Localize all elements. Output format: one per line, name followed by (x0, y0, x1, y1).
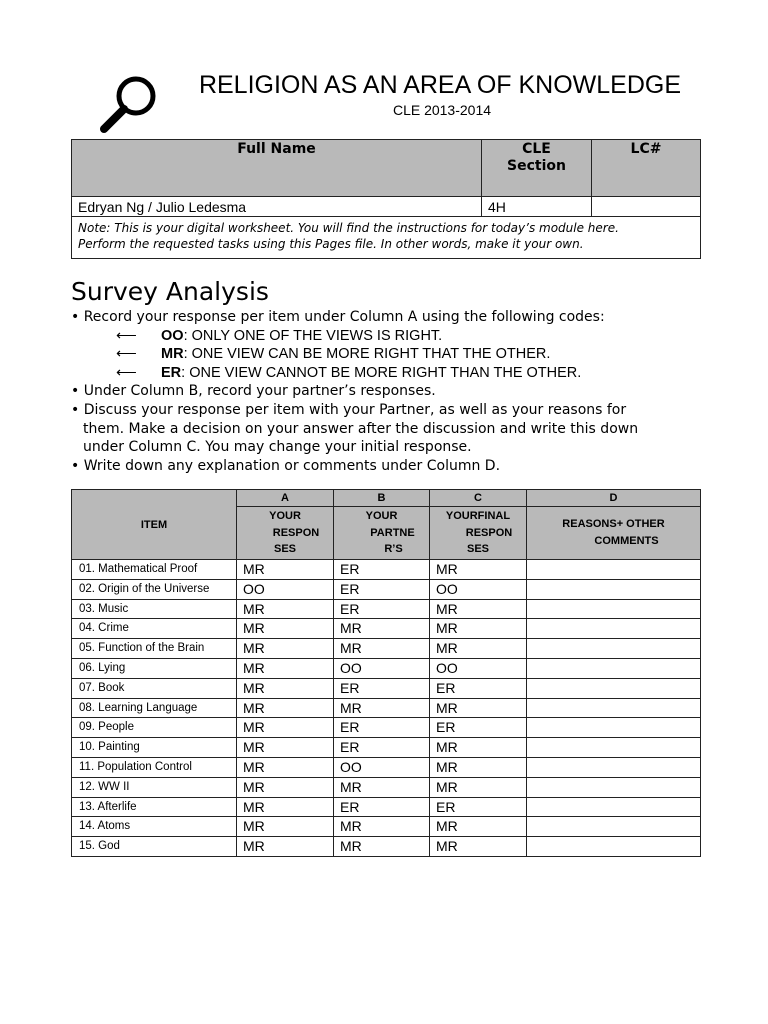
partner-response-cell[interactable]: ER (334, 797, 430, 817)
comments-cell[interactable] (527, 658, 701, 678)
column-a-letter: A (237, 490, 334, 507)
instruction-bullet: • Write down any explanation or comments under Column D. (71, 457, 501, 474)
left-arrow-icon: ⟵ (116, 346, 137, 363)
table-row (72, 599, 701, 619)
table-row (72, 718, 701, 738)
left-arrow-icon: ⟵ (116, 327, 137, 344)
partner-response-cell[interactable]: ER (334, 599, 430, 619)
your-response-cell[interactable]: MR (237, 738, 334, 758)
partner-response-cell[interactable]: MR (334, 619, 430, 639)
your-response-cell[interactable]: MR (237, 678, 334, 698)
comments-cell[interactable] (527, 797, 701, 817)
partner-response-cell[interactable]: ER (334, 738, 430, 758)
cle-section-field[interactable]: 4H (482, 197, 592, 217)
student-info-table (71, 139, 701, 259)
partner-response-cell[interactable]: MR (334, 777, 430, 797)
item-label: 14. Atoms (72, 817, 237, 837)
item-label: 13. Afterlife (72, 797, 237, 817)
partner-response-cell[interactable]: ER (334, 678, 430, 698)
item-label: 06. Lying (72, 658, 237, 678)
item-label: 09. People (72, 718, 237, 738)
final-response-cell[interactable]: OO (430, 658, 527, 678)
partner-response-cell[interactable]: MR (334, 817, 430, 837)
code-definition: ⟵ OO: ONLY ONE OF THE VIEWS IS RIGHT. (116, 327, 443, 344)
item-label: 12. WW II (72, 777, 237, 797)
item-column-header: ITEM (72, 490, 237, 560)
partner-response-cell[interactable]: MR (334, 698, 430, 718)
your-response-cell[interactable]: MR (237, 639, 334, 659)
table-row (72, 777, 701, 797)
your-response-cell[interactable]: MR (237, 698, 334, 718)
instruction-continuation: them. Make a decision on your answer after the discussion and write this down (83, 420, 639, 437)
instruction-bullet: • Under Column B, record your partner’s responses. (71, 383, 436, 400)
item-label: 02. Origin of the Universe (72, 579, 237, 599)
your-response-cell[interactable]: MR (237, 797, 334, 817)
code-definition: ⟵ ER: ONE VIEW CANNOT BE MORE RIGHT THAN THE OTHER. (116, 364, 582, 381)
your-response-cell[interactable]: MR (237, 560, 334, 580)
code-definition: ⟵ MR: ONE VIEW CAN BE MORE RIGHT THAT THE OTHER. (116, 346, 551, 363)
your-response-cell[interactable]: MR (237, 619, 334, 639)
instruction-bullet: • Discuss your response per item with your Partner, as well as your reasons for (71, 401, 627, 418)
column-d-letter: D (527, 490, 701, 507)
table-row (72, 817, 701, 837)
comments-cell[interactable] (527, 738, 701, 758)
final-response-cell[interactable]: MR (430, 639, 527, 659)
column-c-header: YOURFINAL RESPON SES (430, 507, 527, 560)
item-label: 10. Painting (72, 738, 237, 758)
table-row (72, 619, 701, 639)
final-response-cell[interactable]: MR (430, 560, 527, 580)
your-response-cell[interactable]: MR (237, 777, 334, 797)
partner-response-cell[interactable]: MR (334, 837, 430, 857)
column-b-header: YOUR PARTNE R’S (334, 507, 430, 560)
comments-cell[interactable] (527, 757, 701, 777)
partner-response-cell[interactable]: OO (334, 757, 430, 777)
comments-cell[interactable] (527, 817, 701, 837)
final-response-cell[interactable]: ER (430, 718, 527, 738)
full-name-field[interactable]: Edryan Ng / Julio Ledesma (72, 197, 482, 217)
your-response-cell[interactable]: MR (237, 817, 334, 837)
lc-number-header: LC# (592, 140, 701, 197)
column-a-header: YOUR RESPON SES (237, 507, 334, 560)
survey-table (71, 489, 701, 857)
comments-cell[interactable] (527, 599, 701, 619)
item-label: 01. Mathematical Proof (72, 560, 237, 580)
your-response-cell[interactable]: MR (237, 599, 334, 619)
column-d-header: REASONS+ OTHER COMMENTS (527, 507, 701, 560)
partner-response-cell[interactable]: ER (334, 718, 430, 738)
comments-cell[interactable] (527, 718, 701, 738)
item-label: 04. Crime (72, 619, 237, 639)
cle-section-header: CLE Section (482, 140, 592, 197)
final-response-cell[interactable]: ER (430, 797, 527, 817)
table-row (72, 579, 701, 599)
column-c-letter: C (430, 490, 527, 507)
final-response-cell[interactable]: ER (430, 678, 527, 698)
worksheet-note: Note: This is your digital worksheet. You will find the instructions for today’s module here. Perform the requested tasks using this Pages file. In other words, make it your own. (72, 217, 701, 259)
final-response-cell[interactable]: MR (430, 757, 527, 777)
item-label: 15. God (72, 837, 237, 857)
section-heading: Survey Analysis (71, 277, 269, 306)
comments-cell[interactable] (527, 579, 701, 599)
table-row (72, 658, 701, 678)
your-response-cell[interactable]: MR (237, 837, 334, 857)
comments-cell[interactable] (527, 639, 701, 659)
comments-cell[interactable] (527, 560, 701, 580)
table-row (72, 678, 701, 698)
table-row (72, 560, 701, 580)
comments-cell[interactable] (527, 619, 701, 639)
your-response-cell[interactable]: MR (237, 658, 334, 678)
table-row (72, 797, 701, 817)
partner-response-cell[interactable]: ER (334, 579, 430, 599)
instruction-continuation: under Column C. You may change your initial response. (83, 439, 472, 456)
table-row (72, 639, 701, 659)
final-response-cell[interactable]: MR (430, 777, 527, 797)
instructions (71, 308, 711, 475)
document-title: RELIGION AS AN AREA OF KNOWLEDGE (198, 71, 682, 99)
partner-response-cell[interactable]: MR (334, 639, 430, 659)
partner-response-cell[interactable]: ER (334, 560, 430, 580)
your-response-cell[interactable]: MR (237, 718, 334, 738)
item-label: 03. Music (72, 599, 237, 619)
final-response-cell[interactable]: OO (430, 579, 527, 599)
document-subtitle: CLE 2013-2014 (392, 102, 492, 118)
final-response-cell[interactable]: MR (430, 738, 527, 758)
item-label: 05. Function of the Brain (72, 639, 237, 659)
instruction-bullet: • Record your response per item under Column A using the following codes: (71, 309, 605, 325)
table-row (72, 757, 701, 777)
final-response-cell[interactable]: MR (430, 619, 527, 639)
table-row (72, 698, 701, 718)
column-b-letter: B (334, 490, 430, 507)
full-name-header: Full Name (72, 140, 482, 197)
comments-cell[interactable] (527, 837, 701, 857)
item-label: 07. Book (72, 678, 237, 698)
comments-cell[interactable] (527, 777, 701, 797)
partner-response-cell[interactable]: OO (334, 658, 430, 678)
item-label: 08. Learning Language (72, 698, 237, 718)
table-row (72, 738, 701, 758)
comments-cell[interactable] (527, 698, 701, 718)
lc-number-field[interactable] (592, 197, 701, 217)
item-label: 11. Population Control (72, 757, 237, 777)
final-response-cell[interactable]: MR (430, 698, 527, 718)
comments-cell[interactable] (527, 678, 701, 698)
left-arrow-icon: ⟵ (116, 364, 137, 381)
table-row (72, 837, 701, 857)
your-response-cell[interactable]: OO (237, 579, 334, 599)
your-response-cell[interactable]: MR (237, 757, 334, 777)
final-response-cell[interactable]: MR (430, 837, 527, 857)
final-response-cell[interactable]: MR (430, 599, 527, 619)
final-response-cell[interactable]: MR (430, 817, 527, 837)
